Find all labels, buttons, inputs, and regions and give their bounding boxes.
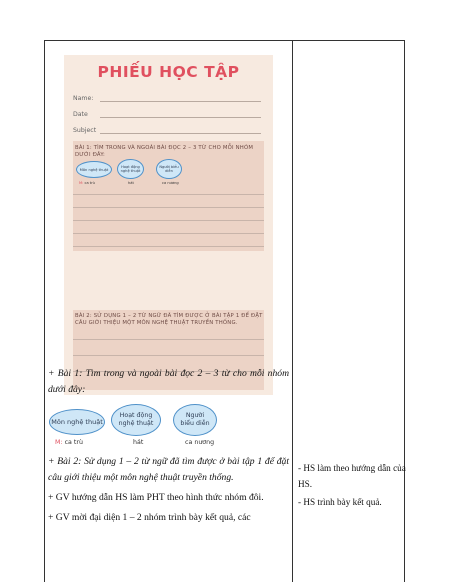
group-art-form: Môn nghệ thuật <box>76 161 112 178</box>
field-date: Date <box>73 111 88 118</box>
example-performer-large: ca nương <box>185 439 215 446</box>
field-subject-line <box>100 133 261 134</box>
example-art-form: M: ca trù <box>79 181 95 185</box>
answer-line <box>73 207 264 208</box>
group-art-activity-large: Hoạt động nghệ thuật <box>111 404 161 436</box>
hs-response-2: - HS trình bày kết quả. <box>298 497 382 507</box>
answer-line <box>73 339 264 340</box>
answer-line <box>73 220 264 221</box>
group-performer-large: Người biểu diễn <box>173 404 217 436</box>
gv-instruction-1: + GV hướng dẫn HS làm PHT theo hình thức nhóm đôi. <box>48 492 264 503</box>
bai2-text: + Bài 2: Sử dụng 1 – 2 từ ngữ đã tìm được ở bài tập 1 để đặt câu giới thiệu một môn nghệ thuật truyền thống. <box>48 456 289 483</box>
task2-heading: BÀI 2: SỬ DỤNG 1 – 2 TỪ NGỮ ĐÃ TÌM ĐƯỢC Ở BÀI TẬP 1 ĐỂ ĐẶT CÂU GIỚI THIỆU MỘT MÔN NGHỆ THUẬT TRUYỀN THỐNG. <box>75 313 263 326</box>
example-activity-large: hát <box>133 439 144 446</box>
answer-line <box>73 233 264 234</box>
task1-heading: BÀI 1: TÌM TRONG VÀ NGOÀI BÀI ĐỌC 2 – 3 TỪ CHO MỖI NHÓM DƯỚI ĐÂY: <box>75 145 254 158</box>
group-art-activity: Hoạt động nghệ thuật <box>117 159 144 179</box>
answer-line <box>73 246 264 247</box>
lesson-table <box>44 40 405 582</box>
gv-instruction-2: + GV mời đại diện 1 – 2 nhóm trình bày kết quả, các <box>48 512 251 523</box>
example-art-form-large: M: ca trù <box>55 439 83 446</box>
field-name: Name: <box>73 95 94 102</box>
field-date-line <box>100 117 261 118</box>
field-name-line <box>100 101 261 102</box>
answer-line <box>73 355 264 356</box>
answer-line <box>73 194 264 195</box>
worksheet-image <box>64 55 273 395</box>
group-art-form-large: Môn nghệ thuật <box>49 409 105 435</box>
example-performer: ca nương <box>162 181 179 185</box>
column-divider <box>292 41 293 582</box>
example-activity: hát <box>128 181 134 185</box>
field-subject: Subject <box>73 127 97 134</box>
group-performer: Người biểu diễn <box>156 159 182 179</box>
hs-response-1: - HS làm theo hướng dẫn của HS. <box>298 463 406 489</box>
bai1-text: + Bài 1: Tìm trong và ngoài bài đọc 2 – 3 từ cho mỗi nhóm dưới đây: <box>48 368 289 395</box>
worksheet-title: PHIẾU HỌC TẬP <box>97 63 240 81</box>
